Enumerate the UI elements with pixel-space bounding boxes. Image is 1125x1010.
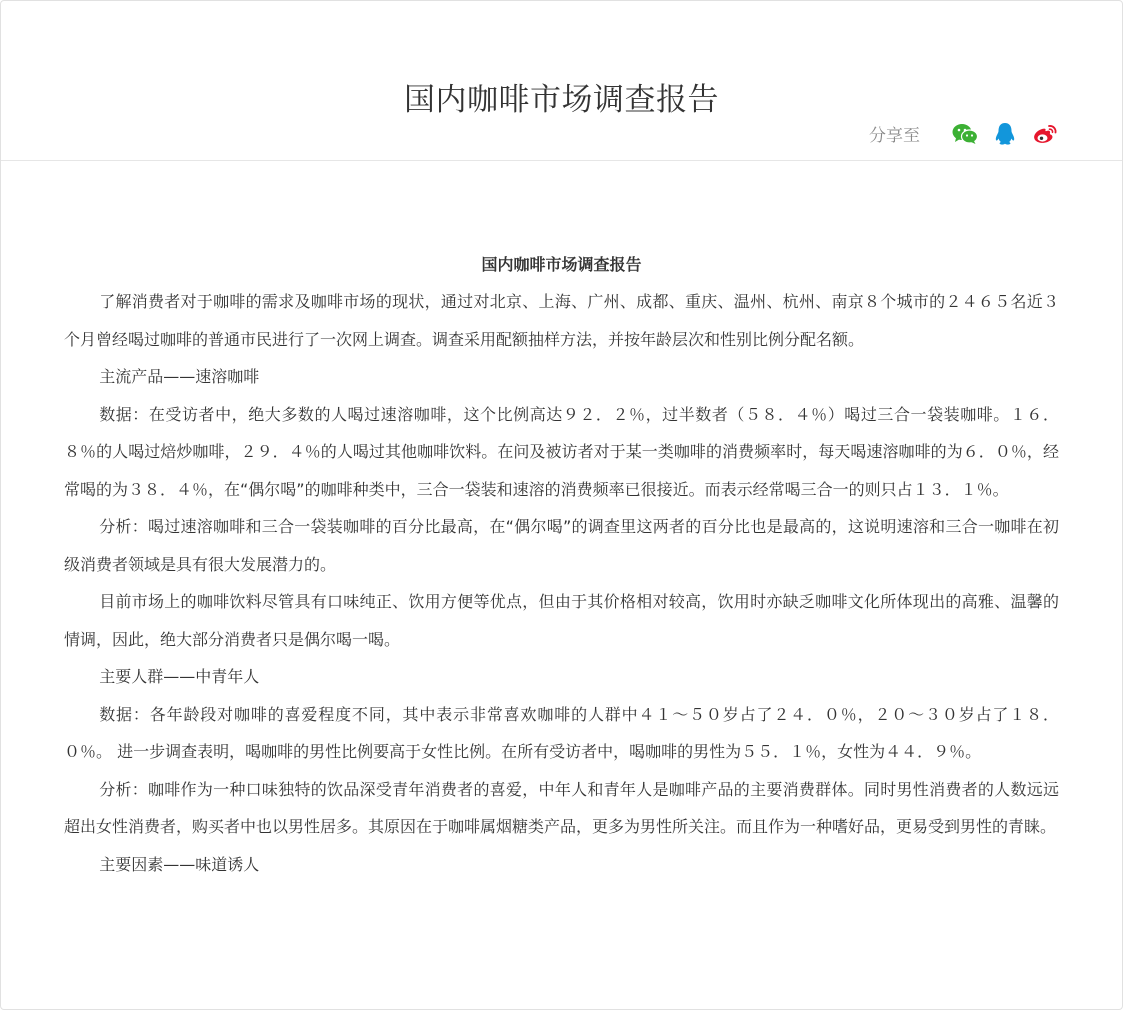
paragraph: 数据：在受访者中，绝大多数的人喝过速溶咖啡，这个比例高达９２．２％，过半数者（５８．４％）喝过三合一袋装咖啡。１６．８％的人喝过焙炒咖啡，２９．４％的人喝过其他咖啡饮料。在问及被访者对于某一类咖啡的消费频率时，每天喝速溶咖啡的为６．０％，经常喝的为３８．４％，在“偶尔喝”的咖啡种类中，三合一袋装和速溶的消费频率已很接近。而表示经常喝三合一的则只占１３．１％。: [64, 404, 1059, 499]
share-label: 分享至: [869, 126, 920, 146]
paragraph: 分析：喝过速溶咖啡和三合一袋装咖啡的百分比最高，在“偶尔喝”的调查里这两者的百分比也是最高的，这说明速溶和三合一咖啡在初级消费者领域是具有很大发展潜力的。: [64, 517, 1059, 574]
document-header: [1, 1, 1122, 161]
weibo-icon[interactable]: [1032, 123, 1058, 145]
share-bar: [869, 121, 1058, 146]
section-heading: 主要人群——中青年人: [99, 667, 260, 686]
article-title: 国内咖啡市场调查报告: [481, 255, 642, 274]
paragraph: 数据：各年龄段对咖啡的喜爱程度不同，其中表示非常喜欢咖啡的人群中４１～５０岁占了２４．０％，２０～３０岁占了１８．０％。 进一步调查表明，喝咖啡的男性比例要高于女性比例。在所有受访者中，喝咖啡的男性为５５．１％，女性为４４．９％。: [64, 704, 1059, 761]
section-heading: 主流产品——速溶咖啡: [99, 367, 260, 386]
qq-icon[interactable]: [994, 122, 1016, 146]
article-body: [1, 161, 1122, 883]
section-heading: 主要因素——味道诱人: [99, 854, 260, 874]
paragraph: 目前市场上的咖啡饮料尽管具有口味纯正、饮用方便等优点，但由于其价格相对较高，饮用时亦缺乏咖啡文化所体现出的高雅、温馨的情调，因此，绝大部分消费者只是偶尔喝一喝。: [64, 592, 1059, 649]
paragraph: 分析：咖啡作为一种口味独特的饮品深受青年消费者的喜爱，中年人和青年人是咖啡产品的主要消费群体。同时男性消费者的人数远远超出女性消费者，购买者中也以男性居多。其原因在于咖啡属烟糖类产品，更多为男性所关注。而且作为一种嗜好品，更易受到男性的青睐。: [64, 779, 1059, 836]
wechat-icon[interactable]: [952, 123, 978, 145]
paragraph: 了解消费者对于咖啡的需求及咖啡市场的现状，通过对北京、上海、广州、成都、重庆、温州、杭州、南京８个城市的２４６５名近３个月曾经喝过咖啡的普通市民进行了一次网上调查。调查采用配额抽样方法，并按年龄层次和性别比例分配名额。: [64, 292, 1059, 349]
page-title: 国内咖啡市场调查报告: [404, 81, 719, 118]
